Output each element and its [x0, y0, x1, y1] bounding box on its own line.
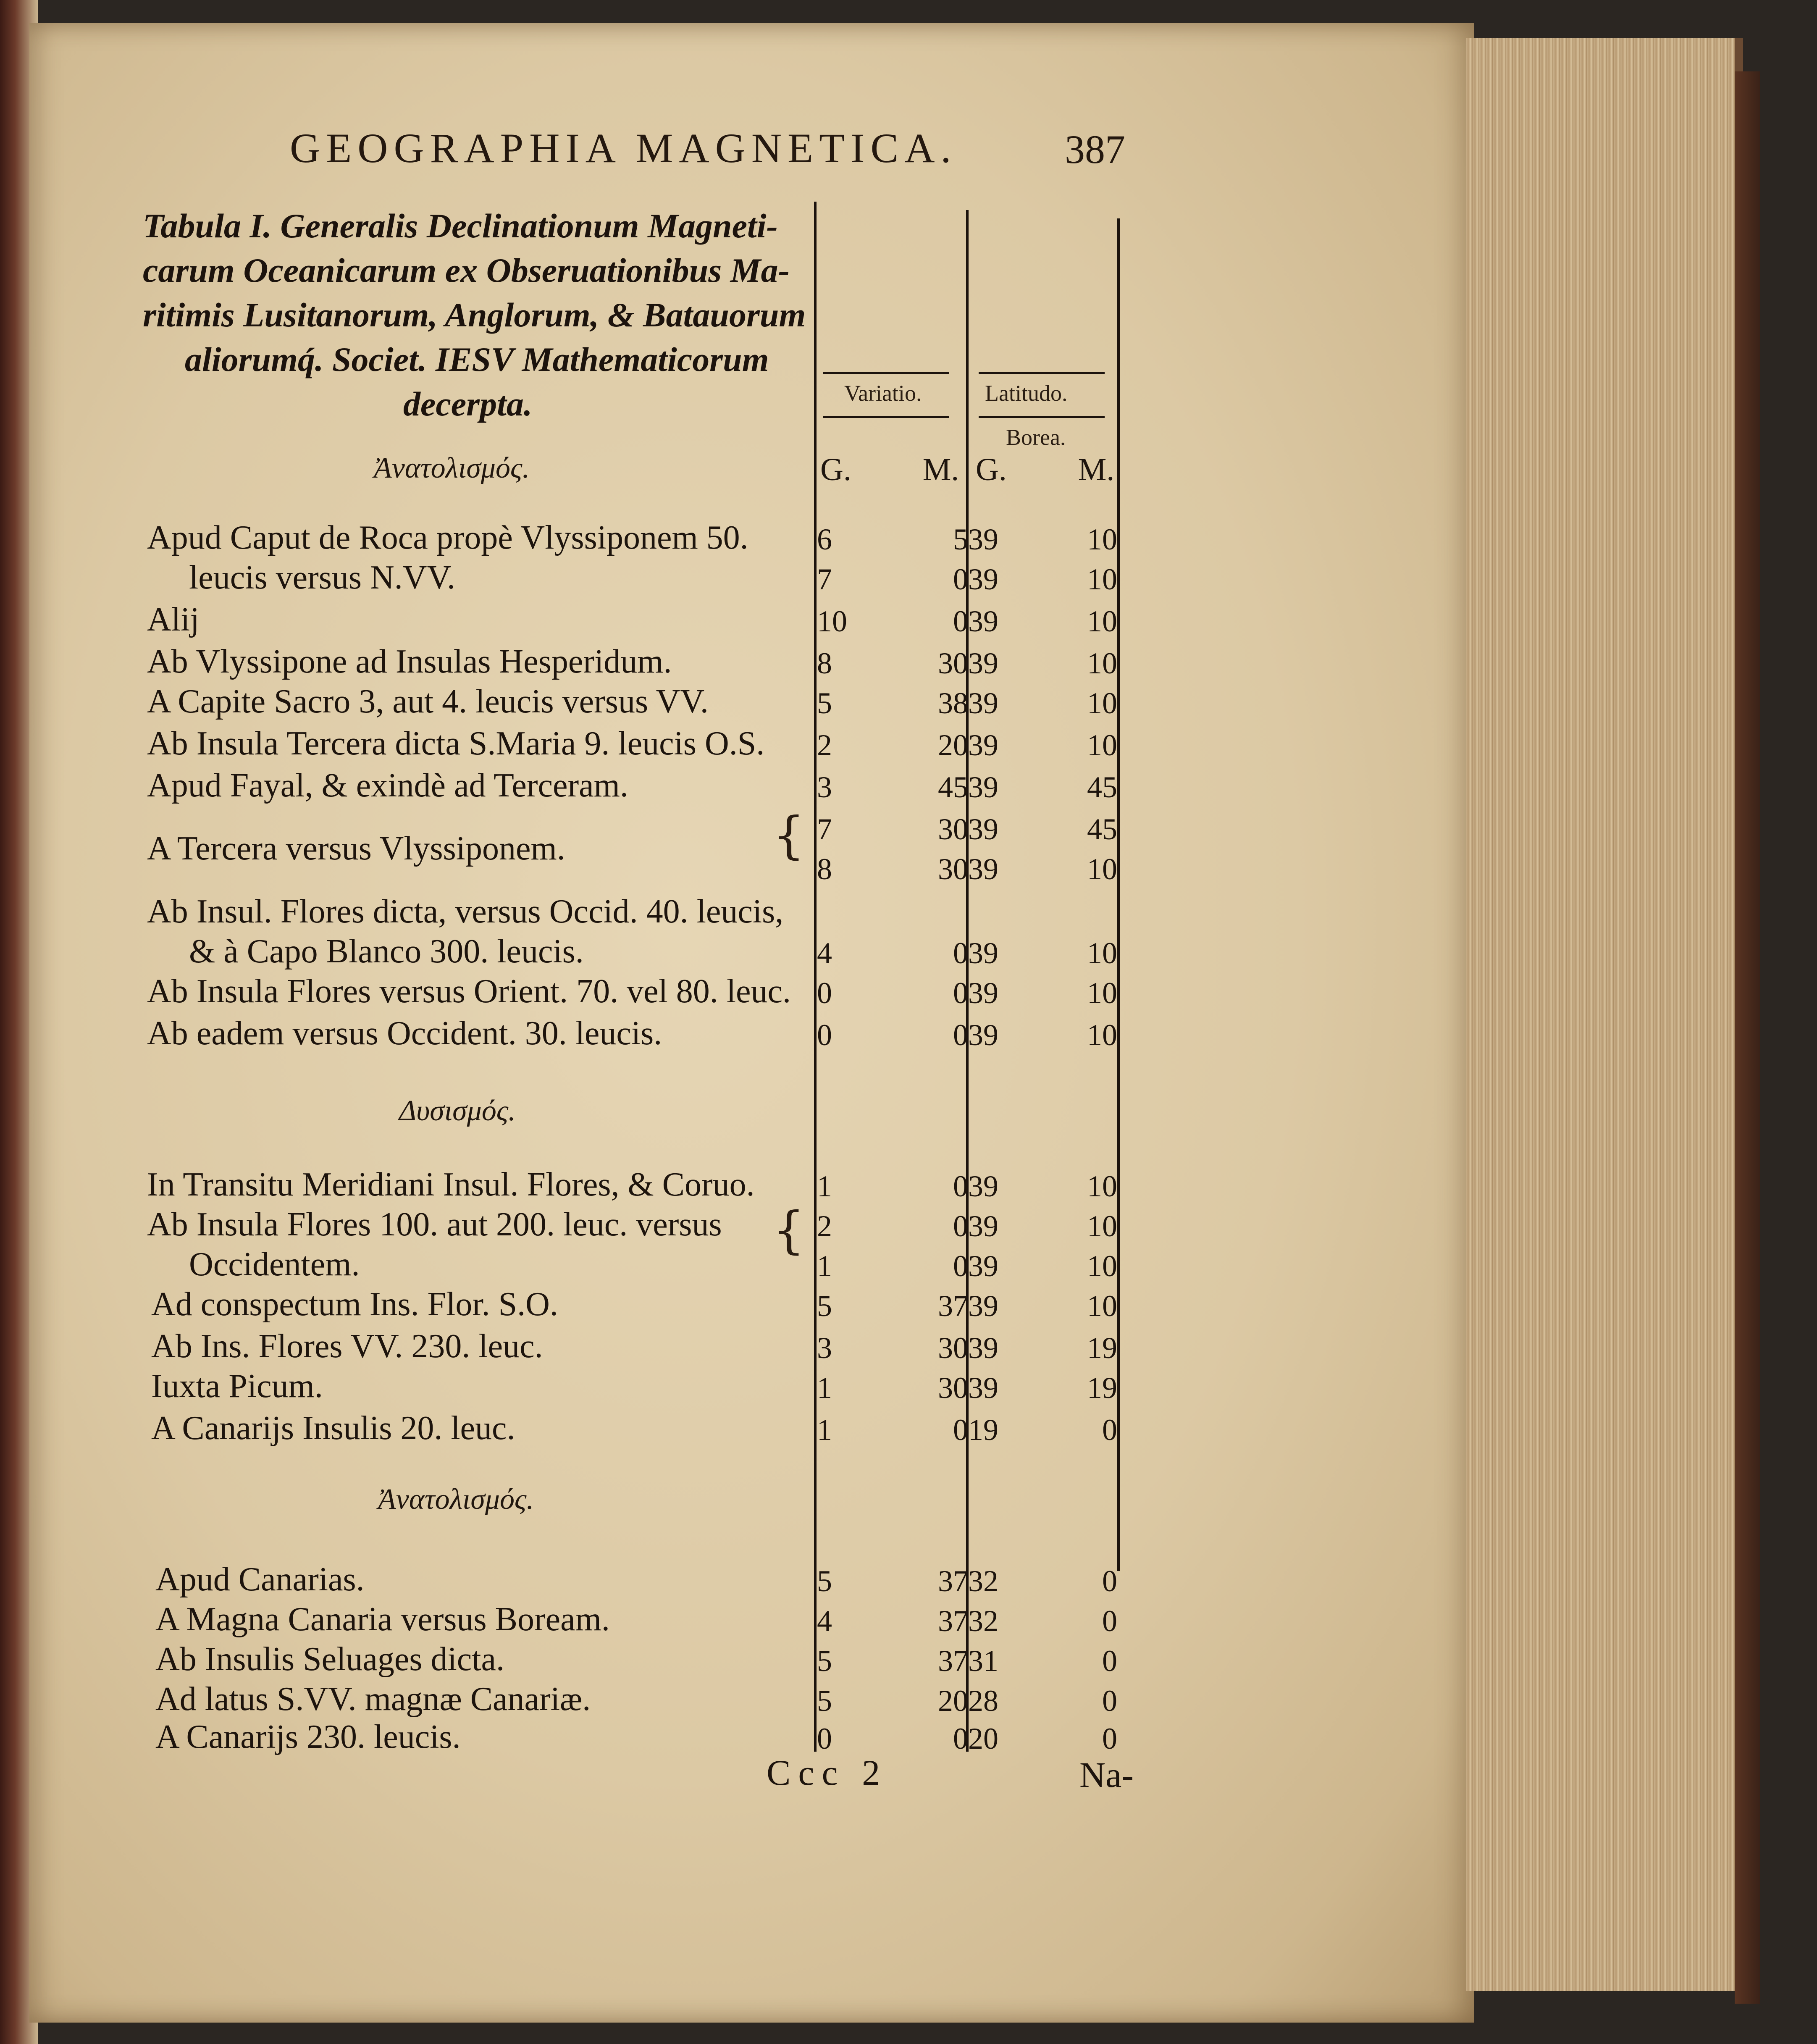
latitude-minutes: 10 — [1087, 976, 1117, 1010]
variation-minutes: 37 — [938, 1564, 968, 1598]
section-heading: Ἀνατολισμός. — [378, 1483, 534, 1516]
variation-degrees: 5 — [817, 1289, 832, 1323]
variation-degrees: 5 — [817, 1564, 832, 1598]
table-row — [0, 519, 1817, 557]
table-row — [0, 1640, 1817, 1678]
latitude-minutes: 10 — [1087, 1169, 1117, 1203]
latitude-minutes: 10 — [1087, 936, 1117, 970]
latitude-minutes: 10 — [1087, 1209, 1117, 1243]
variation-degrees: 2 — [817, 728, 832, 762]
variation-degrees: 1 — [817, 1371, 832, 1405]
latitude-minutes: 0 — [1102, 1413, 1117, 1447]
row-label: Ab Insula Tercera dicta S.Maria 9. leucis O.S. — [147, 725, 765, 762]
latitude-minutes: 19 — [1087, 1371, 1117, 1405]
variation-minutes: 5 — [953, 523, 968, 556]
section-heading: Ἀνατολισμός. — [374, 452, 530, 484]
latitude-minutes: 10 — [1087, 523, 1117, 556]
latitude-degrees: 39 — [968, 1289, 998, 1323]
variation-degrees: 7 — [817, 812, 832, 846]
variation-minutes: 20 — [938, 1684, 968, 1718]
latitude-degrees: 39 — [968, 562, 998, 596]
title-line: ritimis Lusitanorum, Anglorum, & Batauorum — [143, 296, 806, 334]
latitude-minutes: 10 — [1087, 686, 1117, 720]
borea-header: Borea. — [1006, 425, 1066, 450]
latitude-degrees: 39 — [968, 852, 998, 886]
latitude-minutes: 10 — [1087, 604, 1117, 638]
running-head: GEOGRAPHIA MAGNETICA. — [290, 125, 957, 171]
latitude-degrees: 20 — [968, 1722, 998, 1755]
latitudo-header: Latitudo. — [985, 381, 1068, 406]
degrees-header: G. — [976, 452, 1007, 487]
latitude-minutes: 0 — [1102, 1564, 1117, 1598]
variation-minutes: 20 — [938, 728, 968, 762]
table-row — [0, 767, 1817, 804]
latitude-degrees: 39 — [968, 1169, 998, 1203]
latitude-minutes: 10 — [1087, 1249, 1117, 1283]
table-row — [0, 1166, 1817, 1203]
variation-degrees: 0 — [817, 1722, 832, 1755]
latitude-minutes: 0 — [1102, 1644, 1117, 1678]
header-rule — [979, 416, 1105, 418]
row-label: & à Capo Blanco 300. leucis. — [189, 933, 584, 970]
variatio-header: Variatio. — [844, 381, 922, 406]
latitude-minutes: 0 — [1102, 1722, 1117, 1755]
row-label: Ad latus S.VV. magnæ Canariæ. — [155, 1681, 591, 1718]
latitude-degrees: 39 — [968, 728, 998, 762]
table-row — [0, 1367, 1817, 1405]
latitude-minutes: 19 — [1087, 1331, 1117, 1365]
minutes-header: M. — [1078, 452, 1115, 487]
header-rule — [823, 372, 949, 374]
latitude-degrees: 39 — [968, 936, 998, 970]
variation-degrees: 0 — [817, 976, 832, 1010]
latitude-minutes: 0 — [1102, 1604, 1117, 1638]
row-label: Iuxta Picum. — [151, 1368, 323, 1405]
catchword: Na- — [1079, 1755, 1134, 1795]
variation-degrees: 1 — [817, 1413, 832, 1447]
latitude-degrees: 39 — [968, 1371, 998, 1405]
variation-minutes: 30 — [938, 1371, 968, 1405]
latitude-degrees: 31 — [968, 1644, 998, 1678]
title-line: carum Oceanicarum ex Obseruationibus Ma- — [143, 251, 790, 289]
variation-minutes: 45 — [938, 770, 968, 804]
latitude-degrees: 28 — [968, 1684, 998, 1718]
row-label: Occidentem. — [189, 1246, 360, 1283]
row-label: Apud Canarias. — [155, 1561, 365, 1598]
table-row — [0, 683, 1817, 720]
variation-minutes: 0 — [953, 1722, 968, 1755]
table-title — [143, 204, 815, 426]
brace: { — [773, 1201, 805, 1260]
row-label: Alij — [147, 601, 200, 638]
variation-minutes: 30 — [938, 1331, 968, 1365]
variation-minutes: 0 — [953, 1209, 968, 1243]
section-heading: Δυσισμός. — [399, 1095, 516, 1127]
latitude-degrees: 39 — [968, 646, 998, 680]
table-row — [0, 1206, 1817, 1243]
latitude-degrees: 32 — [968, 1604, 998, 1638]
latitude-degrees: 39 — [968, 1209, 998, 1243]
variation-degrees: 3 — [817, 1331, 832, 1365]
page-number: 387 — [1065, 127, 1125, 172]
row-label: Ab Ins. Flores VV. 230. leuc. — [151, 1328, 543, 1365]
row-label: Ab Vlyssipone ad Insulas Hesperidum. — [147, 643, 672, 680]
latitude-minutes: 10 — [1087, 646, 1117, 680]
title-line: aliorumq́. Societ. IESV Mathematicorum — [185, 340, 769, 378]
table-row — [0, 1600, 1817, 1638]
latitude-degrees: 39 — [968, 523, 998, 556]
latitude-minutes: 10 — [1087, 852, 1117, 886]
variation-degrees: 5 — [817, 686, 832, 720]
table-row — [0, 1409, 1817, 1447]
table-row — [0, 933, 1817, 970]
variation-minutes: 37 — [938, 1604, 968, 1638]
signature-mark: Ccc 2 — [767, 1752, 888, 1793]
table-row — [0, 1327, 1817, 1365]
variation-degrees: 10 — [817, 604, 847, 638]
variation-minutes: 0 — [953, 976, 968, 1010]
row-label: Apud Caput de Roca propè Vlyssiponem 50. — [147, 519, 748, 556]
row-label: Ab eadem versus Occident. 30. leucis. — [147, 1015, 662, 1052]
variation-degrees: 5 — [817, 1684, 832, 1718]
variation-degrees: 1 — [817, 1249, 832, 1283]
variation-degrees: 4 — [817, 936, 832, 970]
latitude-minutes: 45 — [1087, 812, 1117, 846]
table-row — [0, 1718, 1817, 1756]
table-row — [0, 1561, 1817, 1598]
title-line: decerpta. — [403, 385, 533, 423]
variation-minutes: 0 — [953, 1249, 968, 1283]
variation-minutes: 0 — [953, 604, 968, 638]
table-row — [0, 830, 1817, 886]
row-label: A Canarijs Insulis 20. leuc. — [151, 1410, 515, 1447]
latitude-degrees: 39 — [968, 1018, 998, 1052]
table-row — [0, 725, 1817, 762]
variation-minutes: 0 — [953, 1169, 968, 1203]
row-label: Apud Fayal, & exindè ad Terceram. — [147, 767, 628, 804]
degrees-header: G. — [820, 452, 851, 487]
latitude-minutes: 10 — [1087, 1018, 1117, 1052]
row-label: A Capite Sacro 3, aut 4. leucis versus VV. — [147, 683, 709, 720]
latitude-minutes: 10 — [1087, 1289, 1117, 1323]
latitude-degrees: 39 — [968, 604, 998, 638]
variation-minutes: 38 — [938, 686, 968, 720]
table-row — [0, 559, 1817, 596]
variation-degrees: 6 — [817, 523, 832, 556]
table-row — [0, 1245, 1817, 1283]
variation-minutes: 30 — [938, 646, 968, 680]
header-rule — [823, 416, 949, 418]
row-label: A Magna Canaria versus Boream. — [155, 1601, 610, 1638]
variation-minutes: 30 — [938, 852, 968, 886]
table-row — [0, 972, 1817, 1010]
latitude-degrees: 19 — [968, 1413, 998, 1447]
latitude-degrees: 39 — [968, 1331, 998, 1365]
row-label: A Canarijs 230. leucis. — [155, 1718, 461, 1755]
table-row — [0, 1680, 1817, 1718]
latitude-minutes: 10 — [1087, 728, 1117, 762]
minutes-header: M. — [922, 452, 959, 487]
row-label: A Tercera versus Vlyssiponem. — [147, 830, 565, 867]
variation-degrees: 1 — [817, 1169, 832, 1203]
variation-degrees: 5 — [817, 1644, 832, 1678]
brace: { — [773, 807, 805, 865]
header-rule — [979, 372, 1105, 374]
row-label: Ab Insula Flores 100. aut 200. leuc. versus — [147, 1206, 722, 1243]
latitude-minutes: 10 — [1087, 562, 1117, 596]
variation-degrees: 7 — [817, 562, 832, 596]
latitude-minutes: 45 — [1087, 770, 1117, 804]
row-label: Ab Insul. Flores dicta, versus Occid. 40. leucis, — [147, 893, 784, 930]
latitude-degrees: 39 — [968, 1249, 998, 1283]
table-row — [0, 601, 1817, 638]
variation-degrees: 8 — [817, 646, 832, 680]
latitude-minutes: 0 — [1102, 1684, 1117, 1718]
latitude-degrees: 32 — [968, 1564, 998, 1598]
table-row — [0, 1014, 1817, 1052]
row-label: Ab Insula Flores versus Orient. 70. vel 80. leuc. — [147, 973, 791, 1010]
variation-minutes: 0 — [953, 936, 968, 970]
variation-minutes: 30 — [938, 812, 968, 846]
table-row — [0, 643, 1817, 680]
variation-minutes: 37 — [938, 1289, 968, 1323]
latitude-degrees: 39 — [968, 812, 998, 846]
latitude-degrees: 39 — [968, 770, 998, 804]
title-line: Tabula I. Generalis Declinationum Magneti- — [143, 207, 778, 245]
variation-minutes: 0 — [953, 562, 968, 596]
row-label: In Transitu Meridiani Insul. Flores, & Coruo. — [147, 1166, 755, 1203]
row-label: leucis versus N.VV. — [189, 559, 456, 596]
variation-degrees: 8 — [817, 852, 832, 886]
latitude-degrees: 39 — [968, 976, 998, 1010]
table-row — [0, 893, 1817, 930]
variation-minutes: 0 — [953, 1413, 968, 1447]
row-label: Ab Insulis Seluages dicta. — [155, 1641, 504, 1678]
variation-degrees: 2 — [817, 1209, 832, 1243]
variation-degrees: 4 — [817, 1604, 832, 1638]
latitude-degrees: 39 — [968, 686, 998, 720]
variation-degrees: 0 — [817, 1018, 832, 1052]
variation-degrees: 3 — [817, 770, 832, 804]
table-row — [0, 1285, 1817, 1323]
variation-minutes: 0 — [953, 1018, 968, 1052]
row-label: Ad conspectum Ins. Flor. S.O. — [151, 1286, 558, 1323]
variation-minutes: 37 — [938, 1644, 968, 1678]
